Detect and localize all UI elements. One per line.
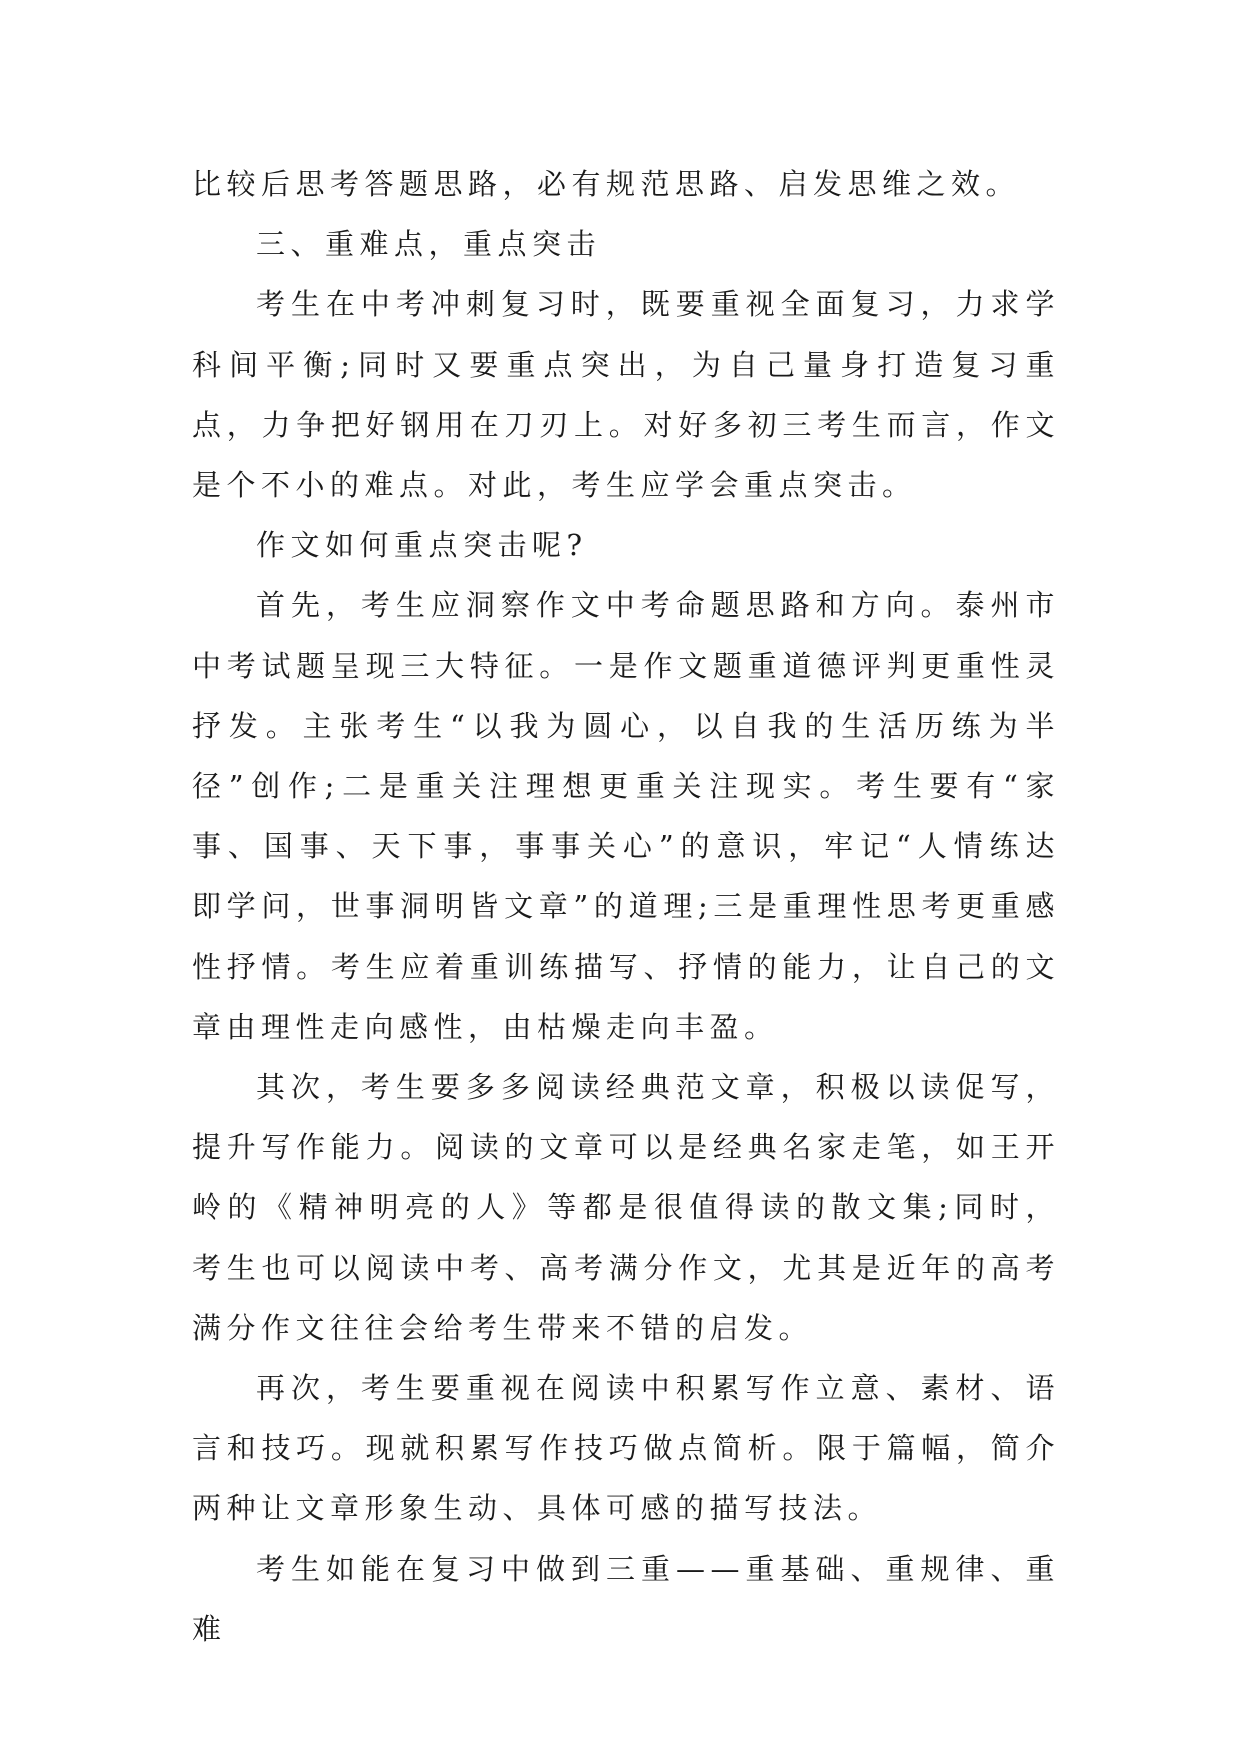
paragraph: 考生在中考冲刺复习时，既要重视全面复习，力求学科间平衡;同时又要重点突出，为自己量身打造复习重点，力争把好钢用在刀刃上。对好多初三考生而言，作文是个不小的难点。对此，考生应学会重点突击。: [192, 287, 1060, 503]
section-heading: 三、重难点，重点突击: [256, 227, 602, 262]
paragraph-continued: 比较后思考答题思路，必有规范思路、启发思维之效。: [192, 167, 1021, 201]
paragraph: 其次，考生要多多阅读经典范文章，积极以读促写，提升写作能力。阅读的文章可以是经典名家走笔，如王开岭的《精神明亮的人》等都是很值得读的散文集;同时，考生也可以阅读中考、高考满分作文，尤其是近年的高考满分作文往往会给考生带来不错的启发。: [192, 1070, 1060, 1345]
document-page: [192, 154, 1060, 1659]
paragraph-question: 作文如何重点突击呢?: [256, 528, 588, 563]
paragraph: 再次，考生要重视在阅读中积累写作立意、素材、语言和技巧。现就积累写作技巧做点简析。限于篇幅，简介两种让文章形象生动、具体可感的描写技法。: [192, 1371, 1060, 1526]
paragraph: 首先，考生应洞察作文中考命题思路和方向。泰州市中考试题呈现三大特征。一是作文题重道德评判更重性灵抒发。主张考生“以我为圆心，以自我的生活历练为半径”创作;二是重关注理想更重关注现实。考生要有“家事、国事、天下事，事事关心”的意识，牢记“人情练达即学问，世事洞明皆文章”的道理;三是重理性思考更重感性抒情。考生应着重训练描写、抒情的能力，让自己的文章由理性走向感性，由枯燥走向丰盈。: [192, 588, 1060, 1044]
paragraph: 考生如能在复习中做到三重——重基础、重规律、重难: [192, 1551, 1060, 1646]
